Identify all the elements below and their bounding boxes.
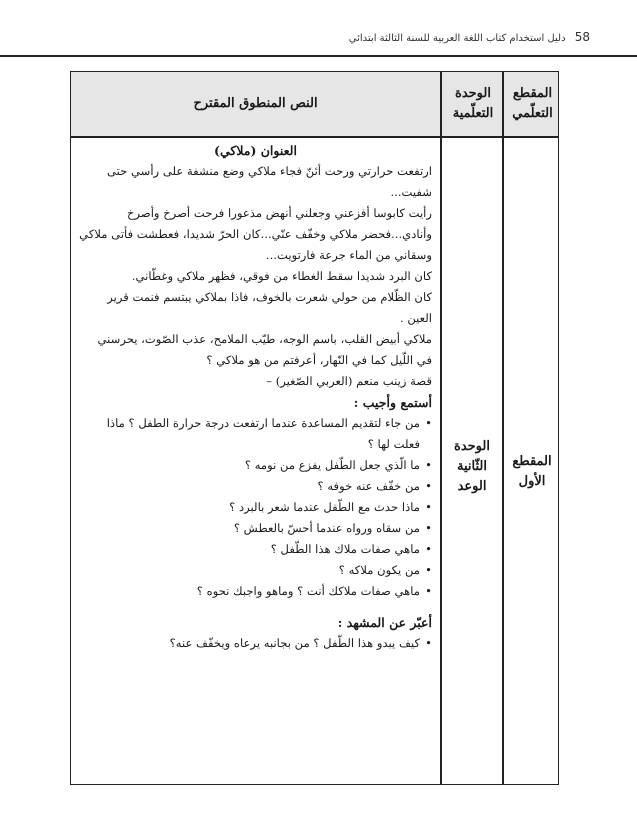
page-number: 58: [574, 30, 590, 44]
listen-heading: أستمع وأجيب :: [353, 395, 432, 410]
text-paragraph: ارتفعت حرارتي ورحت أئنّ فجاء ملاكي وضع منشفة على رأسي حتى شفيت...: [106, 164, 432, 199]
lesson-table: [70, 71, 559, 785]
running-title: دليل استخدام كتاب اللغة العربية للسنة الثالثة ابتدائي: [348, 33, 566, 44]
col-header-segment: المقطع التعلّمي: [512, 86, 553, 121]
text-source: قصة زينب منعم (العربي الصّغير) –: [266, 374, 432, 388]
text-paragraph: كان البرد شديدا سقط الغطاء من فوقي، فظهر ملاكي وغطّاني.: [131, 269, 432, 283]
header-divider: [0, 55, 637, 57]
listen-question: • ماهي صفات ملاكك أنت ؟ وماهو واجبك نحوه ؟: [79, 581, 432, 602]
listen-question: • من يكون ملاكه ؟: [79, 560, 432, 581]
unit-value: الوحدة الثّانية الوعد: [454, 439, 490, 494]
proposed-text-cell: [71, 138, 440, 784]
listen-question: • ماذا حدث مع الطّفل عندما شعر بالبرد ؟: [79, 497, 432, 518]
text-paragraph: ملاكي أبيض القلب، باسم الوجه، طيّب الملامح، عذب الصّوت، يحرسني في اللّيل كما في النّهار، أعرفتم من هو ملاكي ؟: [97, 332, 432, 367]
column-divider: [502, 72, 504, 784]
column-divider: [440, 72, 442, 784]
page-header: [10, 30, 590, 50]
express-question: • كيف يبدو هذا الطّفل ؟ من بجانبه يرعاه ويخفّف عنه؟: [79, 633, 432, 654]
segment-value: المقطع الأول: [512, 454, 552, 489]
col-header-text: النص المنطوق المقترح: [193, 96, 318, 111]
listen-question: • ماهي صفات ملاك هذا الطّفل ؟: [79, 539, 432, 560]
express-heading: أعبّر عن المشهد :: [337, 615, 432, 630]
listen-question: • من سقاه ورواه عندما أحسّ بالعطش ؟: [79, 518, 432, 539]
listen-question: • من خفّف عنه خوفه ؟: [79, 476, 432, 497]
listen-question: • من جاء لتقديم المساعدة عندما ارتفعت درجة حرارة الطفل ؟ ماذا فعلت لها ؟: [79, 413, 432, 455]
col-header-unit: الوحدة التعلّمية: [452, 86, 494, 121]
text-paragraph: رأيت كابوسا أفزعني وجعلني أنهض مذعورا فرحت أصرخ وأصرخ وأنادي...فحضر ملاكي وخفّف عنّي...كان الحرّ شديدا، فعطشت فأتى ملاكي وسقاني من الماء جرعة فارتويت...: [79, 206, 432, 262]
text-paragraph: كان الظّلام من حولي شعرت بالخوف، فاذا بملاكي يبتسم فنمت قرير العين .: [107, 290, 432, 325]
text-title: العنوان (ملاكي): [214, 143, 297, 158]
listen-question: • ما الّذي جعل الطّفل يفزع من نومه ؟: [79, 455, 432, 476]
